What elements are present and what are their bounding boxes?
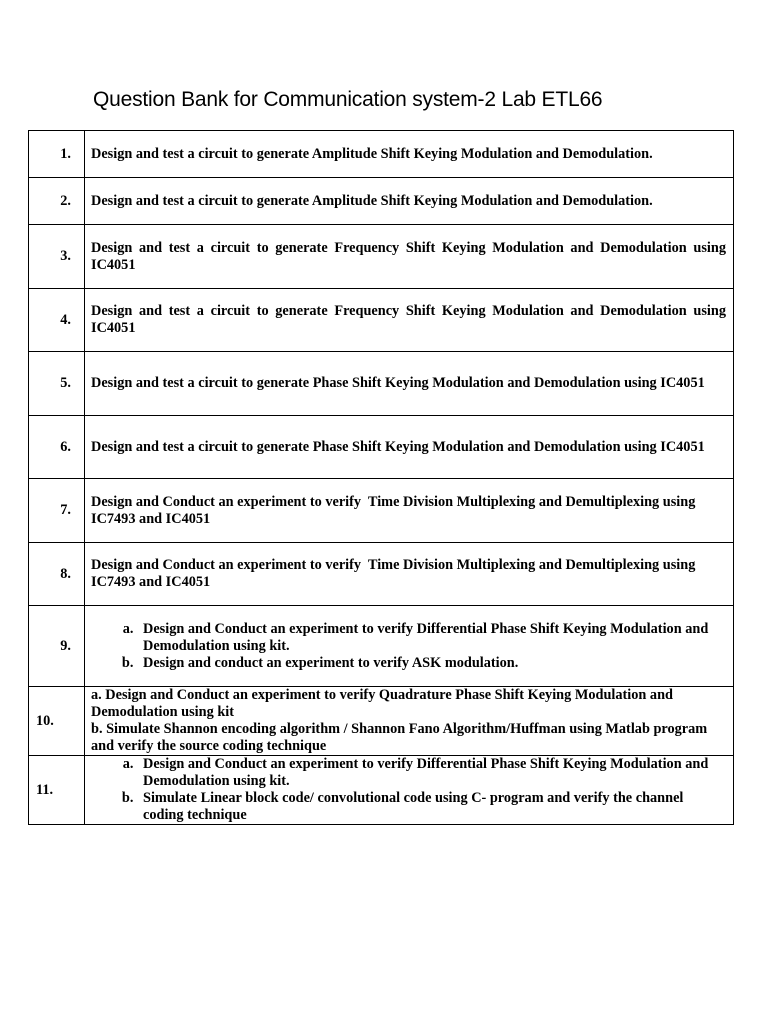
- table-row: [29, 606, 734, 687]
- table-row: [29, 543, 734, 606]
- table-row: [29, 178, 734, 225]
- sub-question-list: [91, 621, 726, 672]
- question-number: 3.: [60, 248, 71, 264]
- page-title: Question Bank for Communication system-2 Lab ETL66: [93, 88, 603, 111]
- table-row: [29, 352, 734, 416]
- question-number: 4.: [60, 311, 71, 328]
- question-number: 7.: [60, 502, 71, 518]
- question-number: 8.: [60, 565, 71, 582]
- sub-question: a. Design and Conduct an experiment to verify Quadrature Phase Shift Keying Modulation and Demodulation using kit: [91, 687, 673, 720]
- question-text: Design and test a circuit to generate Phase Shift Keying Modulation and Demodulation using IC4051: [85, 416, 734, 479]
- question-text: Design and test a circuit to generate Amplitude Shift Keying Modulation and Demodulation.: [85, 131, 734, 178]
- question-number: 5.: [60, 375, 71, 391]
- table-row: [29, 131, 734, 178]
- question-text: Design and test a circuit to generate Frequency Shift Keying Modulation and Demodulation using IC4051: [85, 289, 734, 352]
- table-row: [29, 289, 734, 352]
- table-row: [29, 479, 734, 543]
- question-number: 11.: [36, 781, 54, 798]
- sub-question: b. Design and conduct an experiment to verify ASK modulation.: [137, 655, 726, 672]
- question-table: [28, 130, 734, 825]
- sub-question: b. Simulate Shannon encoding algorithm / Shannon Fano Algorithm/Huffman using Matlab program and verify the source coding technique: [91, 721, 708, 754]
- sub-question: a. Design and Conduct an experiment to verify Differential Phase Shift Keying Modulation and Demodulation using kit.: [137, 756, 726, 790]
- question-text: Design and test a circuit to generate Phase Shift Keying Modulation and Demodulation using IC4051: [85, 352, 734, 416]
- question-text: Design and Conduct an experiment to verify Time Division Multiplexing and Demultiplexing using IC7493 and IC4051: [85, 543, 734, 606]
- sub-question-list: [91, 756, 726, 824]
- table-row: [29, 225, 734, 289]
- question-number: 9.: [60, 637, 71, 654]
- question-text: Design and test a circuit to generate Frequency Shift Keying Modulation and Demodulation using IC4051: [85, 225, 734, 289]
- question-number: 10.: [36, 712, 54, 729]
- question-text: Design and Conduct an experiment to verify Time Division Multiplexing and Demultiplexing using IC7493 and IC4051: [85, 479, 734, 543]
- question-number: 2.: [60, 192, 71, 209]
- table-row: [29, 416, 734, 479]
- sub-question: b. Simulate Linear block code/ convolutional code using C- program and verify the channel coding technique: [137, 790, 726, 824]
- question-number: 6.: [60, 438, 71, 455]
- sub-question: a. Design and Conduct an experiment to verify Differential Phase Shift Keying Modulation and Demodulation using kit.: [137, 621, 726, 655]
- table-row: [29, 756, 734, 825]
- question-number: 1.: [60, 145, 71, 162]
- table-row: [29, 687, 734, 756]
- question-text: Design and test a circuit to generate Amplitude Shift Keying Modulation and Demodulation.: [85, 178, 734, 225]
